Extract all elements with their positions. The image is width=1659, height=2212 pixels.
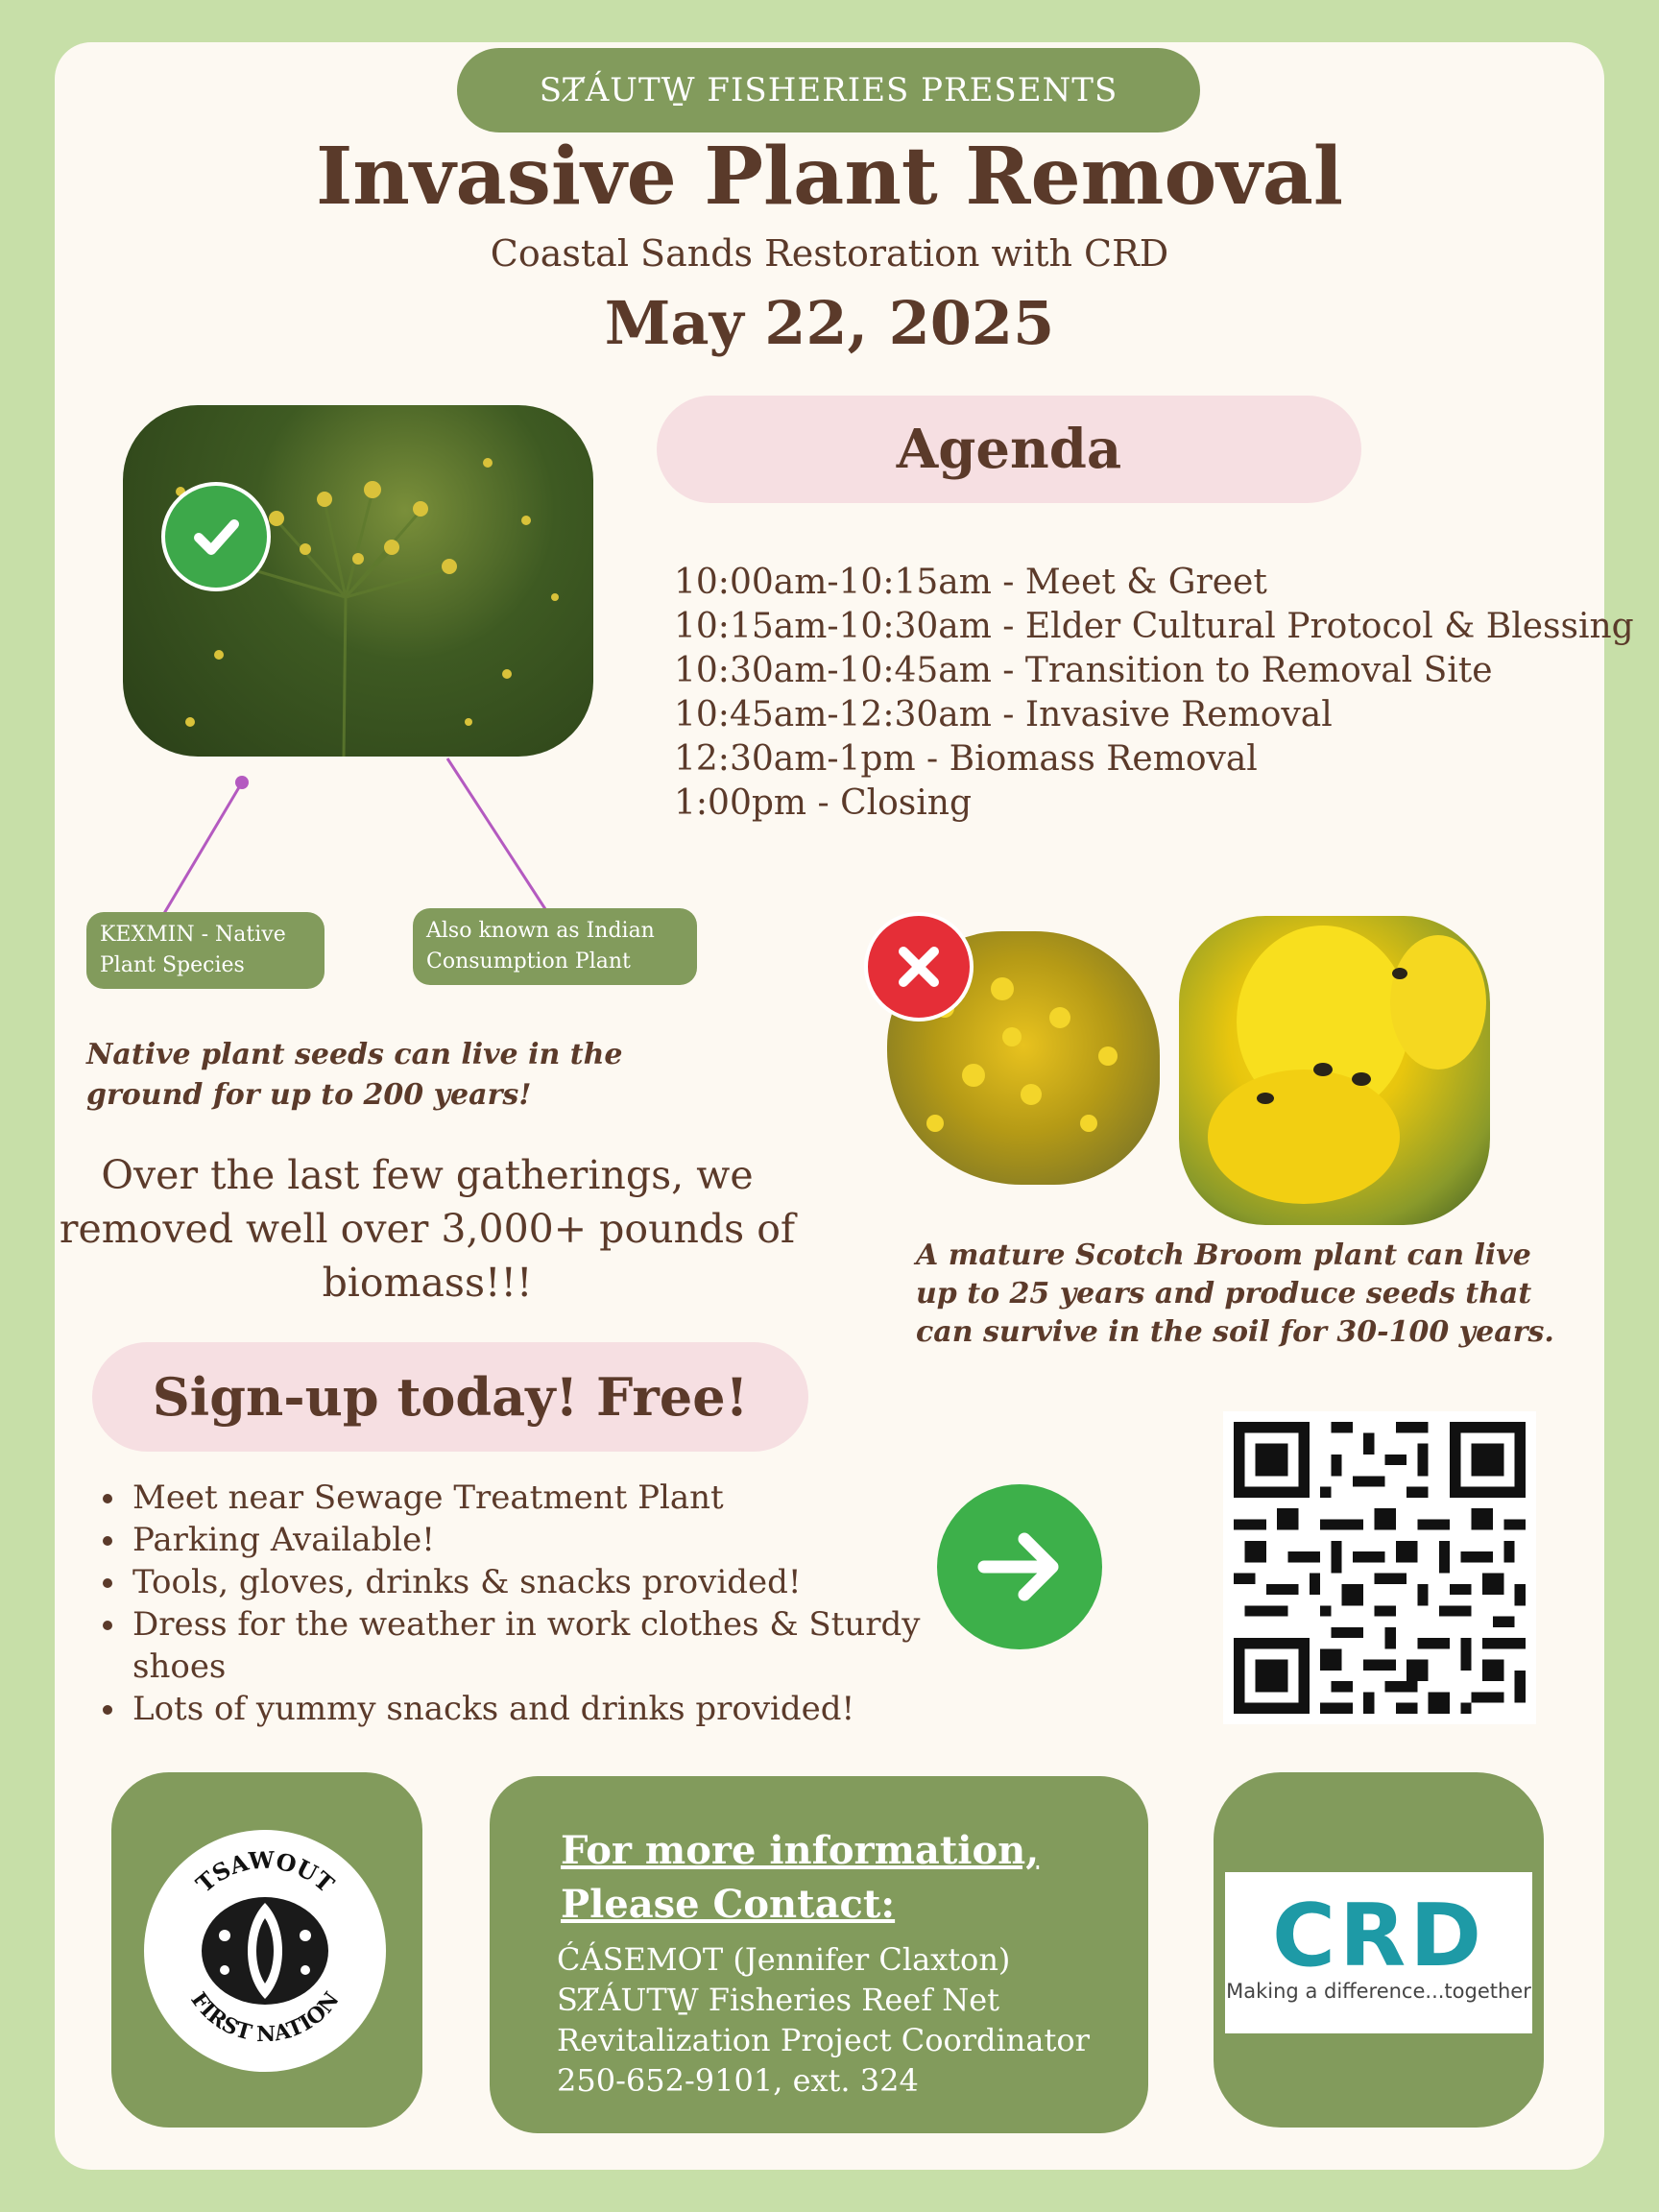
tsawout-logo: [144, 1830, 386, 2072]
crd-tagline: Making a difference...together: [1226, 1980, 1531, 2003]
tsawout-logo-bottom-text: FIRST NATION: [185, 1987, 345, 2048]
connector-lines: [0, 0, 1659, 1056]
contact-org: SȾÁUTW̱ Fisheries Reef Net: [557, 1982, 999, 2018]
list-item: • Dress for the weather in work clothes & Sturdy shoes: [129, 1603, 954, 1688]
agenda-item: 10:45am-12:30am - Invasive Removal: [674, 695, 1333, 734]
x-circle-icon: [864, 912, 974, 1022]
crd-logo-wordmark: CRD: [1271, 1886, 1486, 1986]
list-item: • Tools, gloves, drinks & snacks provided!: [129, 1561, 954, 1603]
native-alias-label: Also known as Indian Consumption Plant: [413, 908, 697, 985]
scotch-broom-note: A mature Scotch Broom plant can live up to 25 years and produce seeds that can survive in the soil for 30-100 years.: [916, 1238, 1554, 1349]
agenda-heading: Agenda: [657, 396, 1361, 503]
presenter-banner: SȾÁUTW̱ FISHERIES PRESENTS: [457, 48, 1200, 132]
contact-phone[interactable]: 250-652-9101, ext. 324: [557, 2062, 919, 2099]
native-seed-note: Native plant seeds can live in the ground for up to 200 years!: [86, 1038, 623, 1112]
contact-box: [490, 1776, 1148, 2133]
list-item: • Meet near Sewage Treatment Plant: [129, 1477, 954, 1519]
page-title: Invasive Plant Removal: [315, 131, 1344, 223]
signup-heading: Sign-up today! Free!: [92, 1342, 808, 1452]
agenda-list: [674, 561, 1634, 826]
tsawout-logo-box: [111, 1772, 422, 2128]
agenda-item: 10:30am-10:45am - Transition to Removal Site: [674, 651, 1493, 690]
native-species-label: KEXMIN - Native Plant Species: [86, 912, 325, 989]
svg-text:TSAWOUT: [190, 1846, 339, 1899]
contact-heading: [561, 1824, 1039, 1932]
crd-logo-box: [1214, 1772, 1544, 2128]
contact-heading-line1: For more information,: [561, 1828, 1040, 1873]
signup-details-list: [100, 1477, 954, 1730]
crd-logo: [1225, 1872, 1532, 2033]
qr-code-icon[interactable]: [1223, 1411, 1536, 1724]
scotch-broom-flower-photo: [1179, 916, 1490, 1225]
page-subtitle: Coastal Sands Restoration with CRD: [490, 232, 1169, 275]
contact-role: Revitalization Project Coordinator: [557, 2022, 1090, 2058]
agenda-item: 10:00am-10:15am - Meet & Greet: [674, 563, 1267, 602]
contact-name: ĆÁSEMOT (Jennifer Claxton): [557, 1941, 1011, 1978]
arrow-right-icon: [937, 1484, 1102, 1649]
agenda-item: 12:30am-1pm - Biomass Removal: [674, 739, 1258, 779]
agenda-item: 10:15am-10:30am - Elder Cultural Protocol & Blessing: [674, 607, 1634, 646]
list-item: • Parking Available!: [129, 1519, 954, 1561]
contact-heading-line2: Please Contact:: [561, 1882, 896, 1927]
biomass-statement: Over the last few gatherings, we removed well over 3,000+ pounds of biomass!!!: [59, 1152, 796, 1306]
agenda-item: 1:00pm - Closing: [674, 783, 973, 823]
list-item: • Lots of yummy snacks and drinks provided!: [129, 1688, 954, 1730]
tsawout-logo-top-text: TSAWOUT: [190, 1845, 340, 1898]
event-date: May 22, 2025: [604, 288, 1055, 358]
contact-details: [557, 1939, 1090, 2101]
